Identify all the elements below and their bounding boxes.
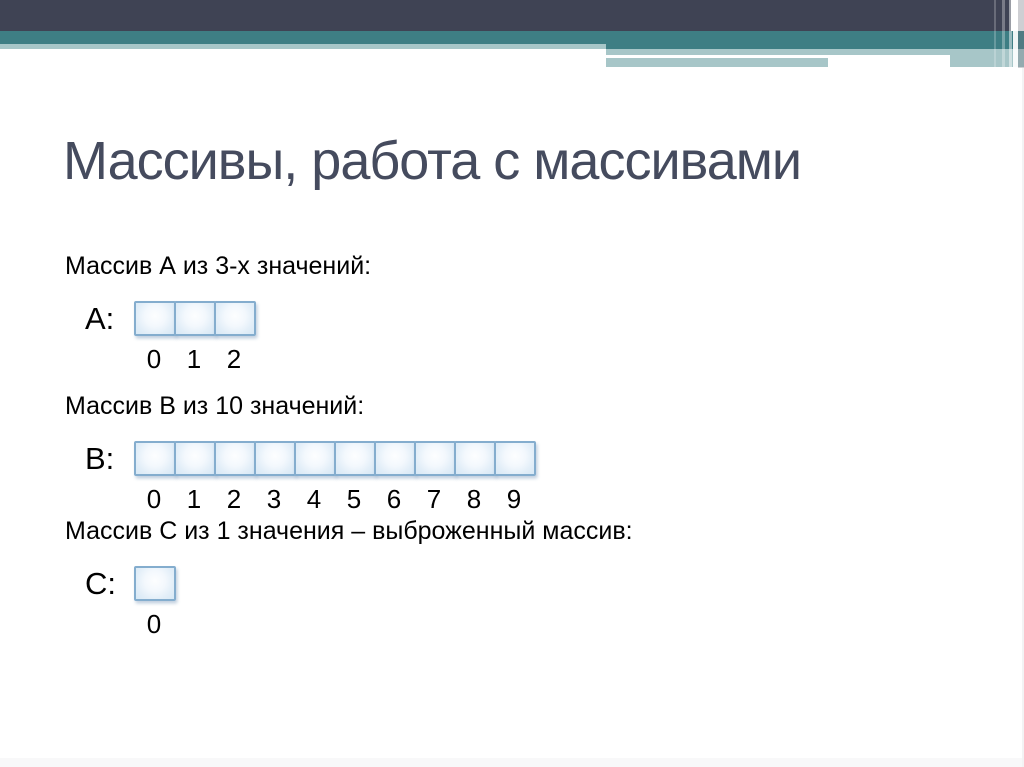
array-name-label: В:	[85, 440, 115, 476]
header-light-strip-right-lower	[606, 58, 828, 67]
header-light-strip-left	[0, 44, 606, 49]
index-label: 0	[146, 609, 162, 639]
index-label: 7	[426, 484, 442, 514]
array-cell	[174, 301, 216, 336]
header-vertical-stripe	[1009, 0, 1012, 68]
header-vertical-stripe	[1002, 0, 1005, 68]
index-label: 9	[506, 484, 522, 514]
array-cell	[414, 441, 456, 476]
array-cells	[134, 301, 254, 336]
slide-title: Массивы, работа с массивами	[63, 131, 802, 191]
footer-strip	[0, 758, 1024, 767]
array-caption: Массив С из 1 значения – выброженный массив:	[65, 517, 633, 545]
index-label: 0	[146, 344, 162, 374]
array-caption: Массив А из 3-х значений:	[65, 252, 372, 280]
array-name-label: А:	[85, 300, 115, 336]
array-row	[85, 301, 371, 336]
header-teal-block-right	[606, 31, 1024, 49]
array-indices	[134, 484, 534, 515]
array-cell	[134, 441, 176, 476]
array-cell	[134, 566, 176, 601]
array-section	[65, 517, 633, 640]
array-cell	[214, 301, 256, 336]
array-cell	[134, 301, 176, 336]
index-label: 2	[226, 484, 242, 514]
array-section	[65, 252, 371, 375]
index-label: 5	[346, 484, 362, 514]
array-cell	[374, 441, 416, 476]
array-section	[65, 392, 534, 515]
array-cells	[134, 441, 534, 476]
array-row	[85, 566, 633, 601]
array-cell	[494, 441, 536, 476]
header-dark-band	[0, 0, 1011, 31]
index-label: 1	[186, 484, 202, 514]
index-label: 3	[266, 484, 282, 514]
index-label: 8	[466, 484, 482, 514]
array-caption: Массив В из 10 значений:	[65, 392, 365, 420]
array-indices	[134, 609, 633, 640]
index-label: 0	[146, 484, 162, 514]
array-cell	[334, 441, 376, 476]
array-name-label: С:	[85, 565, 116, 601]
array-indices	[134, 344, 371, 375]
array-cell	[174, 441, 216, 476]
array-row	[85, 441, 534, 476]
array-cell	[254, 441, 296, 476]
index-label: 4	[306, 484, 322, 514]
array-cell	[294, 441, 336, 476]
index-label: 2	[226, 344, 242, 374]
header-vertical-stripe	[1018, 0, 1024, 68]
index-label: 6	[386, 484, 402, 514]
array-cells	[134, 566, 174, 601]
header-vertical-stripe	[994, 0, 996, 68]
array-cell	[454, 441, 496, 476]
index-label: 1	[186, 344, 202, 374]
array-cell	[214, 441, 256, 476]
